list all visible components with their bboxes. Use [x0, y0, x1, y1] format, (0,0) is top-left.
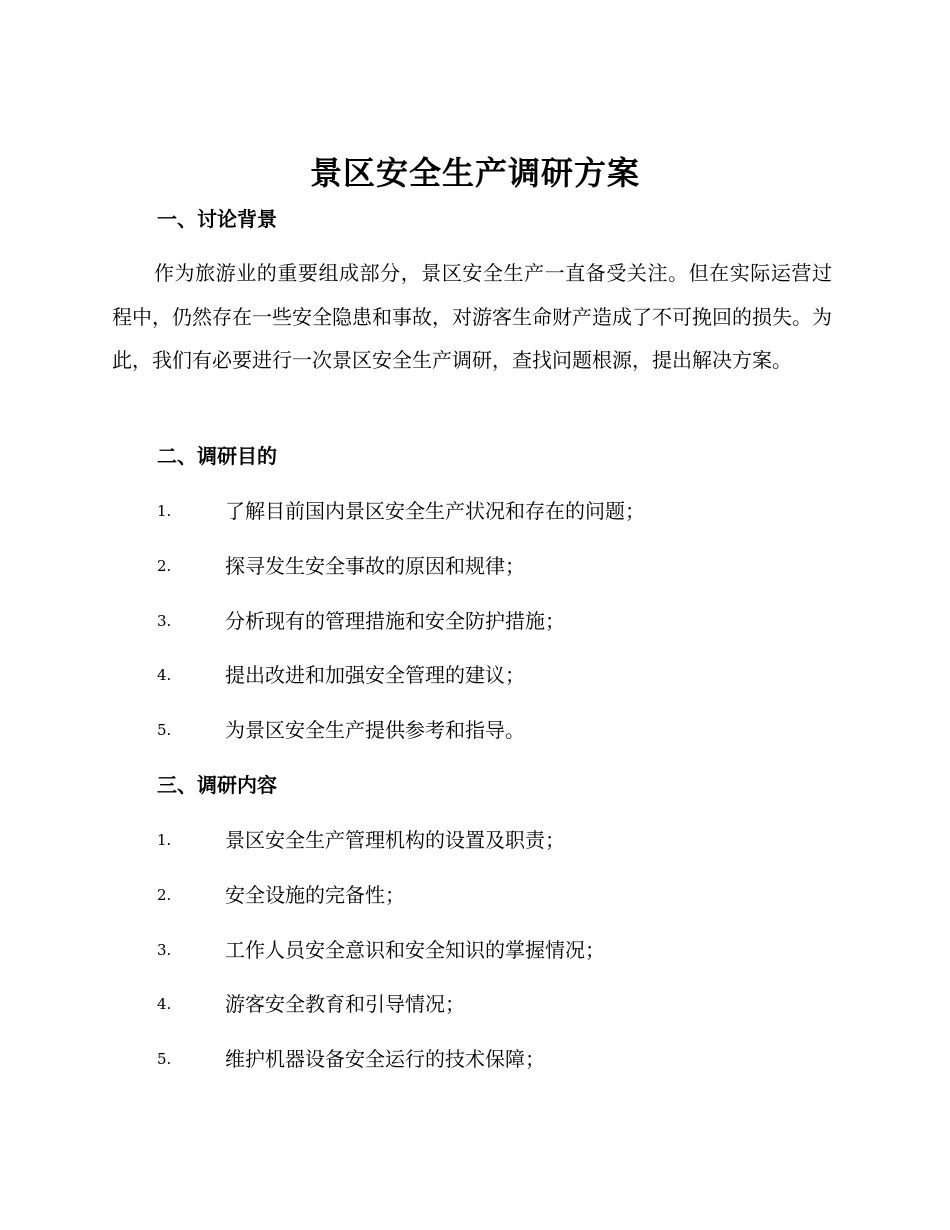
list-number: 5. [157, 721, 172, 739]
list-item [157, 880, 837, 910]
list-item [157, 935, 837, 965]
list-item [157, 825, 837, 855]
document-title: 景区安全生产调研方案 [309, 154, 640, 192]
section-heading-background: 一、讨论背景 [157, 207, 277, 231]
list-number: 3. [157, 941, 172, 959]
list-item [157, 989, 837, 1019]
list-number: 2. [157, 557, 172, 575]
list-number: 1. [157, 831, 172, 849]
list-number: 1. [157, 502, 172, 520]
list-text: 为景区安全生产提供参考和指导。 [225, 718, 525, 742]
section-heading-purpose: 二、调研目的 [157, 444, 277, 468]
list-item [157, 660, 837, 690]
section-heading-content: 三、调研内容 [157, 773, 277, 797]
list-item [157, 496, 837, 526]
list-item [157, 606, 837, 636]
list-number: 2. [157, 886, 172, 904]
list-text: 探寻发生安全事故的原因和规律； [225, 554, 525, 578]
list-item [157, 551, 837, 581]
list-text: 维护机器设备安全运行的技术保障； [225, 1047, 545, 1071]
list-number: 3. [157, 612, 172, 630]
list-number: 4. [157, 666, 172, 684]
list-item [157, 1044, 837, 1074]
list-text: 游客安全教育和引导情况； [225, 992, 465, 1016]
list-text: 景区安全生产管理机构的设置及职责； [225, 828, 565, 852]
background-paragraph: 作为旅游业的重要组成部分，景区安全生产一直备受关注。但在实际运营过程中，仍然存在一些安全隐患和事故，对游客生命财产造成了不可挽回的损失。为此，我们有必要进行一次景区安全生产调研，查找问题根源，提出解决方案。 [112, 261, 832, 372]
list-text: 了解目前国内景区安全生产状况和存在的问题； [225, 499, 645, 523]
list-number: 4. [157, 995, 172, 1013]
list-text: 安全设施的完备性； [225, 883, 405, 907]
list-text: 分析现有的管理措施和安全防护措施； [225, 609, 565, 633]
list-item [157, 715, 837, 745]
list-text: 提出改进和加强安全管理的建议； [225, 663, 525, 687]
list-number: 5. [157, 1050, 172, 1068]
list-text: 工作人员安全意识和安全知识的掌握情况； [225, 938, 605, 962]
